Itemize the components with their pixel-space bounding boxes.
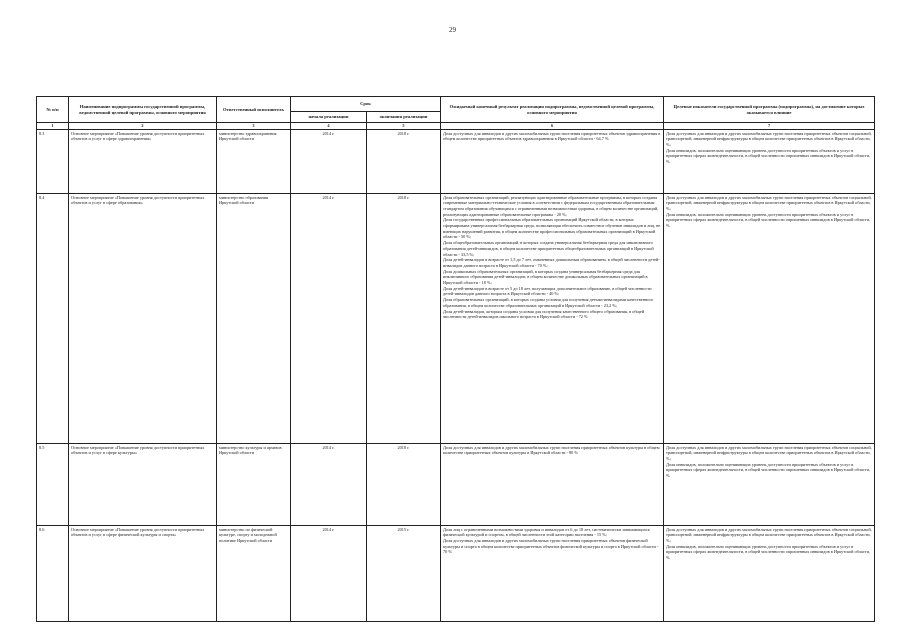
result-line: Доля доступных для инвалидов и других маломобильных групп населения приоритетных объектов здравоохранения в общем количестве приоритетных объектов здравоохранения в Иркутской области - 64,7 % — [443, 130, 661, 142]
result-line: Доля доступных для инвалидов и других маломобильных групп населения приоритетных объектов культуры в общем количестве приоритетных объектов культуры в Иркутской области - 80 % — [443, 444, 660, 456]
result-line: Доля лиц с ограниченными возможностями здоровья и инвалидов от 6 до 18 лет, систематически занимающихся физической культурой и спортом, в общей численности этой категории населения - 15 %; — [443, 526, 650, 538]
activity-name: Основное мероприятие «Повышение уровня доступности приоритетных объектов и услуг в сфере образования» — [69, 194, 217, 444]
target-indicators — [664, 194, 875, 444]
target-line: Доля доступных для инвалидов и других маломобильных групп населения приоритетных объектов социальной, транспортной, инженерной инфраструктуры в общем количестве приоритетных объектов в Иркутской области, %; — [666, 194, 872, 211]
column-number: 3 — [217, 123, 291, 130]
table-row — [37, 130, 875, 194]
header-targets: Целевые показатели государственной программы (подпрограммы), на достижение которых оказывается влияние — [664, 97, 875, 123]
end-year: 2015 г. — [367, 526, 441, 622]
end-year: 2018 г. — [367, 444, 441, 526]
target-indicators — [664, 444, 875, 526]
table-row — [37, 526, 875, 622]
header-end: окончания реализации — [367, 112, 441, 123]
page-number: 29 — [449, 26, 456, 34]
start-year: 2014 г. — [291, 444, 367, 526]
column-number: 2 — [69, 123, 217, 130]
target-line: Доля инвалидов, положительно оценивающих уровень доступности приоритетных объектов и услуг в приоритетных сферах жизнедеятельности, в общей численности опрошенных инвалидов в Иркутской области, % — [666, 147, 870, 165]
header-term: Срок — [291, 97, 441, 112]
expected-result — [441, 130, 664, 194]
column-number: 6 — [441, 123, 664, 130]
target-line: Доля доступных для инвалидов и других маломобильных групп населения приоритетных объектов социальной, транспортной, инженерной инфраструктуры в общем количестве приоритетных объектов в Иркутской области, %; — [666, 444, 872, 461]
target-line: Доля инвалидов, положительно оценивающих уровень доступности приоритетных объектов и услуг в приоритетных сферах жизнедеятельности, в общей численности опрошенных инвалидов в Иркутской области, % — [666, 543, 870, 561]
header-no: № п/п — [37, 97, 69, 123]
header-start: начала реализации — [291, 112, 367, 123]
target-line: Доля доступных для инвалидов и других маломобильных групп населения приоритетных объектов социальной, транспортной, инженерной инфраструктуры в общем количестве приоритетных объектов в Иркутской области, %; — [666, 130, 872, 147]
column-number: 1 — [37, 123, 69, 130]
executor-name: министерство по физической культуре, спорту и молодежной политике Иркутской области — [217, 526, 291, 622]
start-year: 2014 г. — [291, 194, 367, 444]
column-number: 7 — [664, 123, 875, 130]
row-number: 8.6 — [37, 526, 69, 622]
activity-name: Основное мероприятие «Повышение уровня доступности приоритетных объектов и услуг в сфере физической культуры и спорта» — [69, 526, 217, 622]
header-result: Ожидаемый конечный результат реализации подпрограммы, ведомственной целевой программы, основного мероприятия — [441, 97, 664, 123]
expected-result — [441, 444, 664, 526]
target-line: Доля доступных для инвалидов и других маломобильных групп населения приоритетных объектов социальной, транспортной, инженерной инфраструктуры в общем количестве приоритетных объектов в Иркутской области, %; — [666, 526, 872, 543]
result-line: Доля детей-инвалидов в возрасте от 1,5 до 7 лет, охваченных дошкольным образованием, в общей численности детей-инвалидов данного возраста в Иркутской области - 70 %; — [443, 257, 660, 268]
activity-name: Основное мероприятие «Повышение уровня доступности приоритетных объектов и услуг в сфере здравоохранения» — [69, 130, 217, 194]
result-line: Доля образовательных организаций, реализующих адаптированные образовательные программы, в которых созданы современные материально-технические условия в соответствии с федеральным государственным образовательным стандартом образования обучающихся с ограниченными возможностями здоровья, в общем количестве организаций, реализующих адаптированные образовательные программы - 20 %; — [443, 194, 659, 217]
column-number: 5 — [367, 123, 441, 130]
row-number: 8.5 — [37, 444, 69, 526]
end-year: 2018 г. — [367, 194, 441, 444]
row-number: 8.4 — [37, 194, 69, 444]
executor-name: министерство образования Иркутской области — [217, 194, 291, 444]
target-line: Доля инвалидов, положительно оценивающих уровень доступности приоритетных объектов и услуг в приоритетных сферах жизнедеятельности, в общей численности опрошенных инвалидов в Иркутской области, % — [666, 461, 870, 479]
result-line: Доля доступных для инвалидов и других маломобильных групп населения приоритетных объектов физической культуры и спорта в общем количестве приоритетных объектов физической культуры и спорта в Иркутской области - 70 % — [443, 537, 659, 555]
start-year: 2014 г. — [291, 526, 367, 622]
activity-name: Основное мероприятие «Повышение уровня доступности приоритетных объектов и услуг в сфере культуры» — [69, 444, 217, 526]
row-number: 8.3 — [37, 130, 69, 194]
target-line: Доля инвалидов, положительно оценивающих уровень доступности приоритетных объектов и услуг в приоритетных сферах жизнедеятельности, в общей численности опрошенных инвалидов в Иркутской области, % — [666, 211, 870, 229]
result-line: Доля детей-инвалидов, которым созданы условия для получения качественного общего образования, в общей численности детей-инвалидов школьного возраста в Иркутской области - 72 % — [443, 308, 645, 320]
header-name: Наименование подпрограммы государственной программы, ведомственной целевой программы, основного мероприятия — [69, 97, 217, 123]
executor-name: министерство культуры и архивов Иркутской области — [217, 444, 291, 526]
executor-name: министерство здравоохранения Иркутской области — [217, 130, 291, 194]
target-indicators — [664, 130, 875, 194]
table-row — [37, 194, 875, 444]
result-line: Доля государственных профессиональных образовательных организаций Иркутской области, в которых сформирована универсальная безбарьерная среда, позволяющая обеспечить совместное обучение инвалидов и лиц, не имеющих нарушений развития, в общем количестве профессиональных образовательных организаций в Иркутской области - 50 %; — [443, 217, 661, 240]
result-line: Доля образовательных организаций, в которых созданы условия для получения детьми-инвалидами качественного образования, в общем количестве образовательных организаций в Иркутской области - 23,2 %; — [443, 297, 654, 308]
start-year: 2014 г. — [291, 130, 367, 194]
table-row — [37, 444, 875, 526]
end-year: 2018 г. — [367, 130, 441, 194]
header-executor: Ответственный исполнитель — [217, 97, 291, 123]
expected-result — [441, 526, 664, 622]
result-line: Доля общеобразовательных организаций, в которых создана универсальная безбарьерная среда для инклюзивного образования детей-инвалидов, в общем количестве приоритетных общеобразовательных организаций в Иркутской области - 33,5 %; — [443, 240, 654, 257]
result-line: Доля детей-инвалидов в возрасте от 5 до 18 лет, получающих дополнительное образование, в общей численности детей-инвалидов данного возраста в Иркутской области - 40 %; — [443, 285, 652, 297]
expected-result — [441, 194, 664, 444]
column-number-row — [37, 123, 875, 130]
result-line: Доля дошкольных образовательных организаций, в которых создана универсальная безбарьерная среда для инклюзивного образования детей-инвалидов, в общем количестве дошкольных образовательных организаций в Иркутской области - 18 %; — [443, 268, 648, 286]
target-indicators — [664, 526, 875, 622]
column-number: 4 — [291, 123, 367, 130]
program-table — [36, 96, 875, 622]
